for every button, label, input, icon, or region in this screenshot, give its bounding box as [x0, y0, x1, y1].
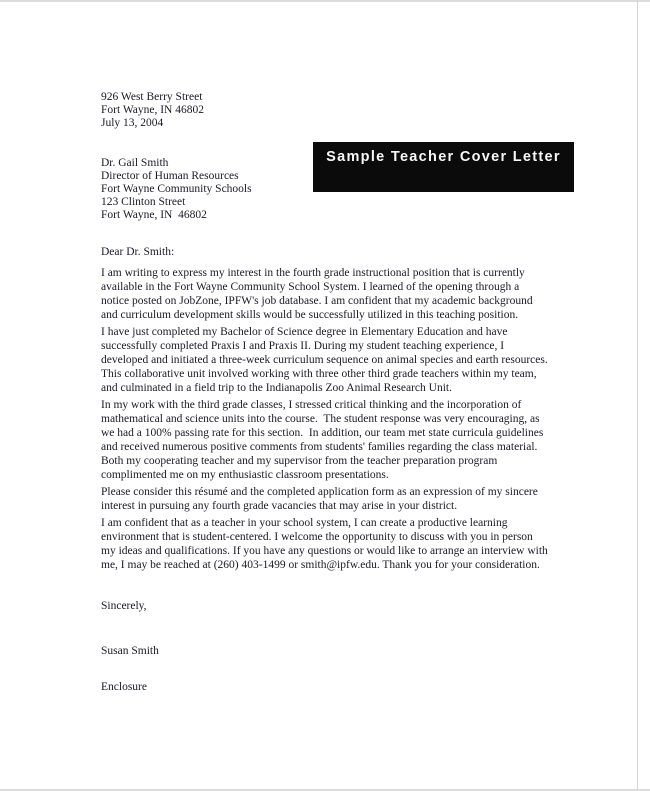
- closing-line: Sincerely,: [101, 600, 147, 612]
- body-paragraph-2: I have just completed my Bachelor of Science degree in Elementary Education and have successfully completed Praxis I and Praxis II. During my student teaching experience, I developed and initiated a three-week curriculum sequence on animal species and earth resources. This collaborative unit involved working with three other third grade teachers within my team, and culminated in a field trip to the Indianapolis Zoo Animal Research Unit.: [101, 326, 551, 394]
- page-top-edge: [0, 0, 650, 2]
- date-line: July 13, 2004: [101, 117, 164, 129]
- sender-address-block: [101, 91, 550, 130]
- recipient-street-line: 123 Clinton Street: [101, 196, 186, 208]
- recipient-org-line: Fort Wayne Community Schools: [101, 183, 252, 195]
- sample-banner-label: Sample Teacher Cover Letter: [326, 149, 561, 165]
- salutation: Dear Dr. Smith:: [101, 246, 175, 258]
- enclosure-line: Enclosure: [101, 681, 147, 693]
- signature-name: Susan Smith: [101, 645, 159, 657]
- sender-city-line: Fort Wayne, IN 46802: [101, 104, 204, 116]
- page-right-edge: [637, 0, 638, 791]
- recipient-title-line: Director of Human Resources: [101, 170, 239, 182]
- letter-content: [101, 91, 550, 694]
- recipient-address-block: [101, 157, 550, 222]
- body-paragraph-1: I am writing to express my interest in the fourth grade instructional position that is currently available in the Fort Wayne Community School System. I learned of the opening through a notice posted on JobZone, IPFW's job database. I am confident that my academic background and curriculum development skills would be successfully utilized in this teaching position.: [101, 267, 536, 321]
- recipient-name-line: Dr. Gail Smith: [101, 157, 169, 169]
- body-paragraph-3: In my work with the third grade classes, I stressed critical thinking and the incorporation of mathematical and science units into the course. The student response was very encouraging, as we had a 100% passing rate for this section. In addition, our team met state curricula guidelines and received numerous positive comments from students' families regarding the class material. Both my cooperating teacher and my supervisor from the teacher preparation program complimented me on my enthusiastic classroom presentations.: [101, 399, 547, 481]
- body-paragraph-5: I am confident that as a teacher in your school system, I can create a productive learning environment that is student-centered. I welcome the opportunity to discuss with you in person my ideas and qualifications. If you have any questions or would like to arrange an interview with me, I may be reached at (260) 403-1499 or smith@ipfw.edu. Thank you for your consideration.: [101, 517, 551, 571]
- sender-street-line: 926 West Berry Street: [101, 91, 203, 103]
- body-paragraph-4: Please consider this résumé and the completed application form as an expression of my sincere interest in pursuing any fourth grade vacancies that may arise in your district.: [101, 486, 541, 512]
- recipient-city-line: Fort Wayne, IN 46802: [101, 209, 207, 221]
